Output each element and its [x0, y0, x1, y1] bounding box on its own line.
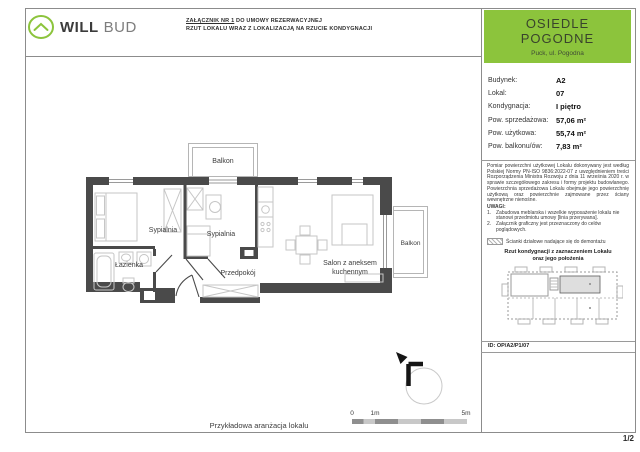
label-hallway: Przedpokój [220, 270, 256, 277]
furniture [94, 187, 383, 297]
floor-plan [25, 56, 481, 432]
estate-name-line2: POGODNE [520, 31, 595, 46]
label-bathroom: Łazienka [114, 262, 144, 269]
legal-note: Pomiar powierzchni użytkowej Lokalu dokonywany jest według Polskiej Normy PN-ISO 9836:2022-07 z uwzględnieniem treści Rozporządzenia Ministra Rozwoju z dnia 11 września 2020 r. w sprawie szczegółowego zakresu i formy projektu budowlanego. Powierzchnia sprzedażowa Lokalu obejmuje jego powierzchnię użytkową oraz powierzchnie zajmowane przez ściany wewnętrzne nienośne. [487, 163, 629, 204]
dining-table [296, 236, 317, 254]
label-balcony-right: Balkon [400, 240, 421, 247]
entry-niche [144, 291, 155, 300]
detail-row-usable-area: Pow. użytkowa: 55,74 m² [488, 128, 587, 138]
north-arrow-icon [396, 352, 442, 404]
panel-divider-1 [481, 160, 635, 161]
doorframe-inner [245, 250, 254, 256]
attachment-line2: RZUT LOKALU WRAZ Z LOKALIZACJĄ NA RZUCIE KONDYGNACJI [186, 26, 373, 32]
label-living-1: Salon z aneksem [323, 260, 377, 267]
detail-row-unit: Lokal: 07 [488, 89, 565, 99]
estate-address: Puck, ul. Pogodna [531, 50, 584, 57]
scale-0: 0 [350, 410, 354, 417]
unit-details-table [488, 74, 630, 153]
key-plan [493, 264, 623, 338]
legend-row [487, 238, 629, 245]
detail-row-balcony-area: Pow. balkonu/ów: 7,83 m² [488, 142, 582, 152]
attachment-line1 [186, 17, 372, 25]
key-plan-title: Rzut kondygnacji z zaznaczeniem Lokalu oraz jego położenia [504, 249, 612, 262]
attachment-title [186, 17, 372, 33]
highlighted-unit [560, 276, 600, 293]
logo-text-will: WILL [60, 18, 99, 36]
detail-row-sales-area: Pow. sprzedażowa: 57,06 m² [488, 115, 587, 125]
legend-label: Ścianki działowe nadające się do demontażu [506, 238, 606, 245]
info-panel [481, 8, 635, 432]
remark-item: 2. Załącznik graficzny jest przeznaczony do celów poglądowych. [487, 221, 602, 233]
scale-5m: 5m [461, 410, 471, 417]
detail-row-floor: Kondygnacja: I piętro [488, 102, 582, 112]
hatch-swatch-icon [487, 238, 503, 245]
unit-id: ID: OP/A2/P1/07 [488, 343, 530, 349]
page-number: 1/2 [622, 434, 634, 443]
remarks-block [487, 205, 629, 234]
panel-divider-2 [481, 341, 635, 342]
panel-divider-3 [481, 352, 635, 353]
label-bedroom-left: Sypialnia [148, 227, 178, 234]
estate-name-line1: OSIEDLE [525, 16, 590, 31]
bed-left [95, 193, 137, 241]
label-bedroom-mid: Sypialnia [206, 231, 236, 238]
desk [206, 195, 221, 219]
remark-item: 1. Zabudowa meblarska i wszelkie wyposażenie lokalu nie stanowi przedmiotu umowy [linia przerywana]. [487, 209, 620, 222]
attachment-number: ZAŁĄCZNIK NR 1 [186, 18, 235, 24]
logo-text-bud: BUD [103, 18, 137, 36]
scale-1m: 1m [370, 410, 380, 417]
remarks-title: UWAGI: [487, 204, 506, 210]
willbud-logo [27, 13, 137, 41]
exterior-walls [86, 177, 392, 303]
detail-row-building: Budynek: A2 [488, 76, 566, 86]
plan-caption: Przykładowa aranżacja lokalu [209, 421, 309, 430]
label-balcony-top: Balkon [212, 158, 234, 165]
attachment-rest: DO UMOWY REZERWACYJNEJ [234, 18, 323, 24]
willbud-logo-icon [27, 13, 55, 41]
scale-bar [350, 410, 470, 424]
estate-header [484, 10, 631, 63]
label-living-2: kuchennym [332, 269, 368, 276]
